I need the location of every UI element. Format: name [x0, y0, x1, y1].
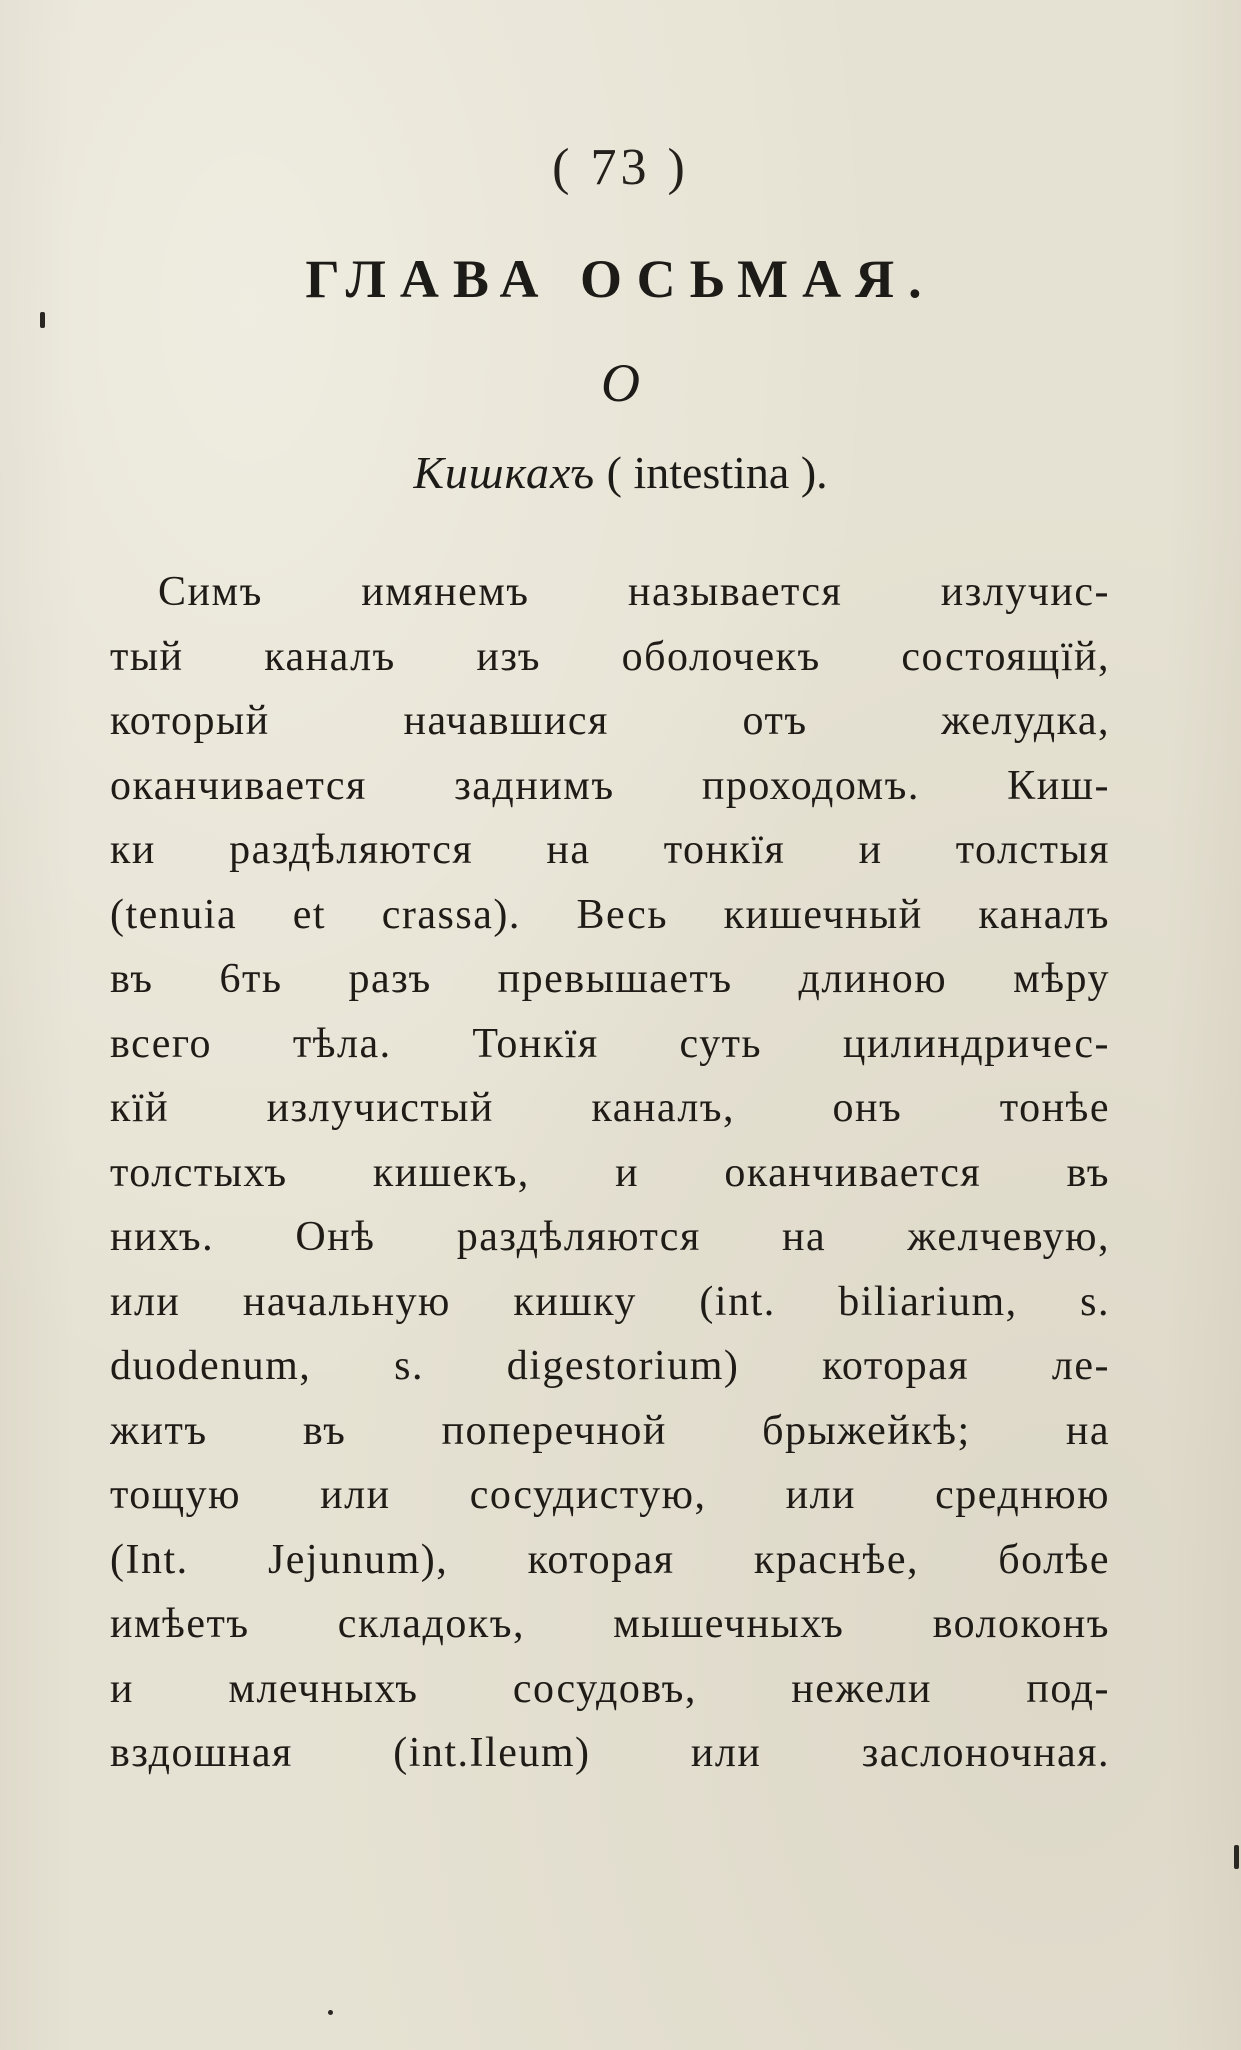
- chapter-heading-preposition: О: [601, 353, 640, 413]
- text-line: и млечныхъ сосудовъ, нежели под-: [110, 1665, 1110, 1712]
- text-line: тый каналъ изъ оболочекъ состоящїй,: [110, 633, 1110, 680]
- text-line: всего тѣла. Тонкїя суть цилиндричес-: [110, 1020, 1110, 1067]
- text-line: нихъ. Онѣ раздѣляются на желчевую,: [110, 1214, 1110, 1260]
- text-line: оканчивается заднимъ проходомъ. Киш-: [110, 762, 1110, 809]
- body-paragraph: [110, 560, 1110, 1786]
- text-line: ки раздѣляются на тонкїя и толстыя: [110, 827, 1110, 873]
- paper-speck: [40, 312, 45, 328]
- page-number: ( 73 ): [552, 139, 689, 196]
- paper-speck: [1234, 1845, 1239, 1869]
- text-line: или начальную кишку (int. biliarium, s.: [110, 1278, 1110, 1325]
- text-line: который начавшися отъ желудка,: [110, 698, 1110, 744]
- text-line: кїй излучистый каналъ, онъ тонѣе: [110, 1085, 1110, 1131]
- text-line: Симъ имянемъ называется излучис-: [158, 569, 1110, 615]
- text-line: имѣетъ складокъ, мышечныхъ волоконъ: [110, 1601, 1110, 1647]
- text-line: вздошная (int.Ileum) или заслоночная.: [110, 1730, 1110, 1776]
- subtitle-russian: Кишкахъ: [413, 447, 596, 498]
- text-line: тощую или сосудистую, или среднюю: [110, 1472, 1110, 1518]
- paper-speck: [328, 2010, 333, 2015]
- text-line: (tenuia et crassa). Весь кишечный каналъ: [110, 891, 1110, 938]
- subtitle-latin: ( intestina ).: [595, 447, 828, 498]
- text-line: duodenum, s. digestorium) которая ле-: [110, 1343, 1110, 1389]
- text-line: житъ въ поперечной брыжейкѣ; на: [110, 1407, 1110, 1454]
- chapter-subtitle: [0, 446, 1241, 499]
- text-line: (Int. Jejunum), которая краснѣе, болѣе: [110, 1536, 1110, 1583]
- text-line: въ 6ть разъ превышаетъ длиною мѣру: [110, 956, 1110, 1002]
- chapter-title: ГЛАВА ОСЬМАЯ.: [305, 249, 936, 309]
- text-line: толстыхъ кишекъ, и оканчивается въ: [110, 1149, 1110, 1196]
